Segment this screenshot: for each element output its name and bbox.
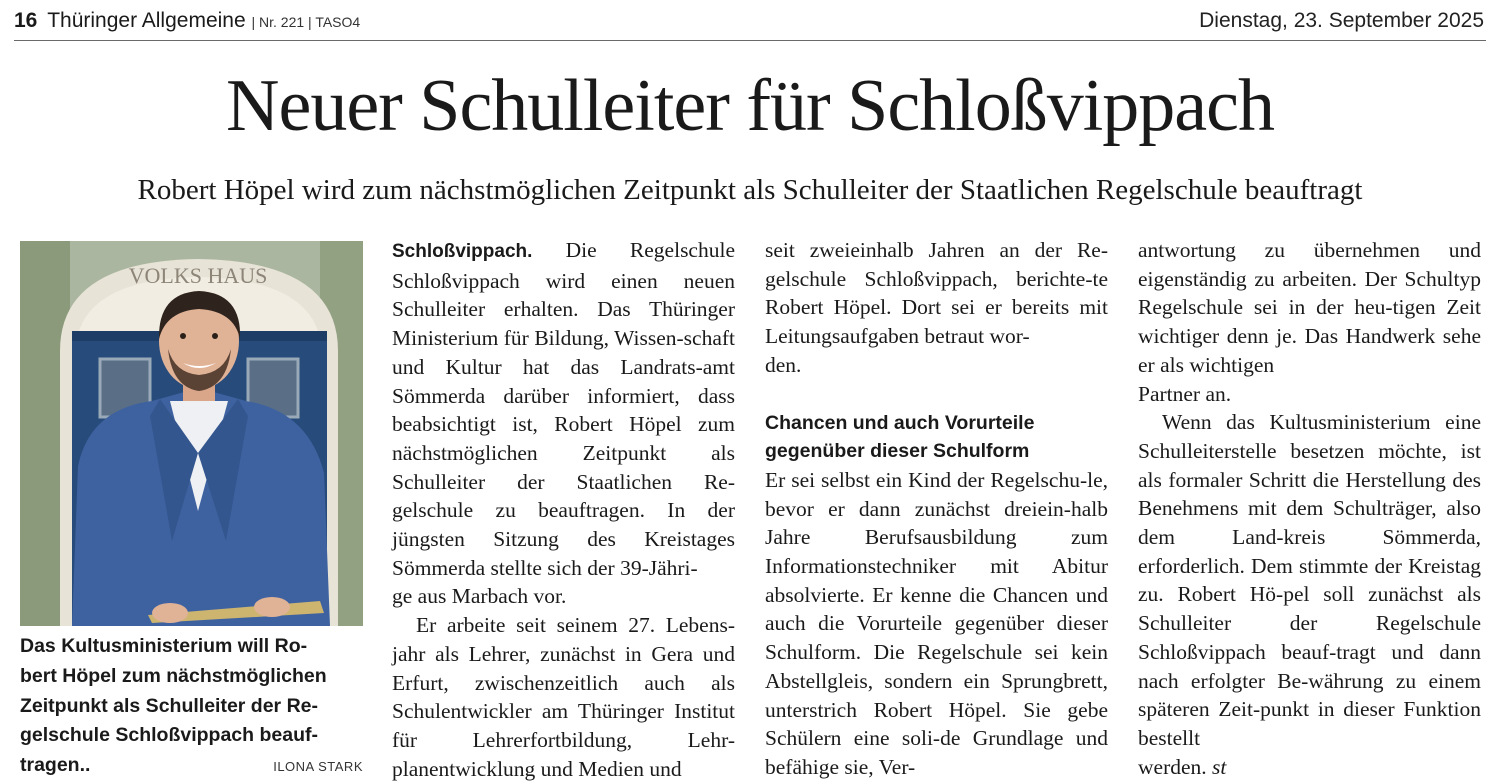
paragraph-end: [1138, 753, 1481, 782]
caption-last-line: [20, 751, 363, 782]
article-column-1: [392, 236, 735, 783]
paragraph: seit zweieinhalb Jahren an der Re-gelschule Schloßvippach, berichte-te Robert Höpel. Dort sei er bereits mit Leitungsaufgaben betraut wor-: [765, 238, 1108, 349]
paragraph-end: ge aus Marbach vor.: [392, 584, 567, 609]
issue-info: | Nr. 221 | TASO4: [251, 14, 361, 30]
article-column-3: [1138, 236, 1481, 781]
portrait-illustration: [20, 241, 363, 626]
caption-line: Zeitpunkt als Schulleiter der Re-: [20, 694, 318, 717]
paragraph: Er sei selbst ein Kind der Regelschu-le, bevor er dann zunächst dreiein-halb Jahre Berufsausbildung zum Informationstechniker mit Abitur absolvierte. Er kenne die Chancen und auch die Vorurteile gegenüber dieser Schulform. Die Regelschule sei kein Abstellgleis, sondern ein Sprungbrett, unterstrich Robert Höpel. Sie gebe Schülern eine soli-de Grundlage und befähige sie, Ver-: [765, 467, 1108, 779]
header-left: [14, 9, 360, 33]
photo-caption: [20, 632, 363, 782]
headline: Neuer Schulleiter für Schloßvippach: [226, 65, 1274, 147]
paragraph-end: den.: [765, 352, 802, 377]
article-column-2: [765, 236, 1108, 782]
newspaper-name: Thüringer Allgemeine: [47, 9, 246, 32]
paragraph: Wenn das Kultusministerium eine Schulleiterstelle besetzen möchte, ist als formaler Schritt die Herstellung des Benehmens mit dem Schulträger, also dem Land-kreis Sömmerda, erforderlich. Dem stimmte der Kreistag zu. Robert Hö-pel soll zunächst als Schulleiter der Regelschule Schloßvippach beauf-tragt und dann nach erfolgter Be-währung zu einem späteren Zeit-punkt in dieser Funktion bestellt: [1138, 410, 1481, 750]
photo-credit: ILONA STARK: [273, 759, 363, 775]
subheadline: Robert Höpel wird zum nächstmöglichen Zeitpunkt als Schulleiter der Staatlichen Regelschule beauftragt: [137, 174, 1363, 206]
paragraph-text: werden.: [1138, 754, 1207, 779]
paragraph-text: Die Regelschule Schloßvippach wird einen neuen Schulleiter erhalten. Das Thüringer Ministerium für Bildung, Wissen-schaft und Kultur hat das Landrats-amt Sömmerda darüber informiert, dass beabsichtigt ist, Robert Höpel zum nächstmöglichen Zeitpunkt als Schulleiter der Staatlichen Re-gelschule zu beauftragen. In der jüngsten Sitzung des Kreistages Sömmerda stellte sich der 39-Jähri-: [392, 238, 735, 580]
paragraph-end: Partner an.: [1138, 381, 1232, 406]
section-subheading: [765, 409, 1108, 466]
subheading-line: gegenüber dieser Schulform: [765, 440, 1030, 463]
article-photo: [20, 241, 363, 626]
paragraph: Er arbeite seit seinem 27. Lebens-jahr als Lehrer, zunächst in Gera und Erfurt, zwischenzeitlich auch als Schulentwickler am Thüringer Institut für Lehrerfortbildung, Lehr-planentwicklung und Medien und: [392, 613, 735, 781]
sign-text: VOLKS HAUS: [128, 263, 268, 288]
dateline: Schloßvippach.: [392, 241, 533, 262]
caption-line: tragen..: [20, 754, 91, 777]
subheading-line: Chancen und auch Vorurteile: [765, 411, 1035, 434]
caption-line: Das Kultusministerium will Ro-: [20, 635, 308, 657]
page-number: 16: [14, 9, 38, 32]
publication-date: Dienstag, 23. September 2025: [1199, 9, 1484, 32]
author-signature: st: [1212, 754, 1227, 779]
paragraph: antwortung zu übernehmen und eigenständig zu arbeiten. Der Schultyp Regelschule sei in der heu-tigen Zeit wichtiger denn je. Das Handwerk sehe er als wichtigen: [1138, 238, 1481, 377]
caption-line: gelschule Schloßvippach beauf-: [20, 724, 318, 747]
paragraph: [392, 236, 735, 582]
page-header: [14, 0, 1486, 41]
caption-line: bert Höpel zum nächstmöglichen: [20, 664, 327, 687]
